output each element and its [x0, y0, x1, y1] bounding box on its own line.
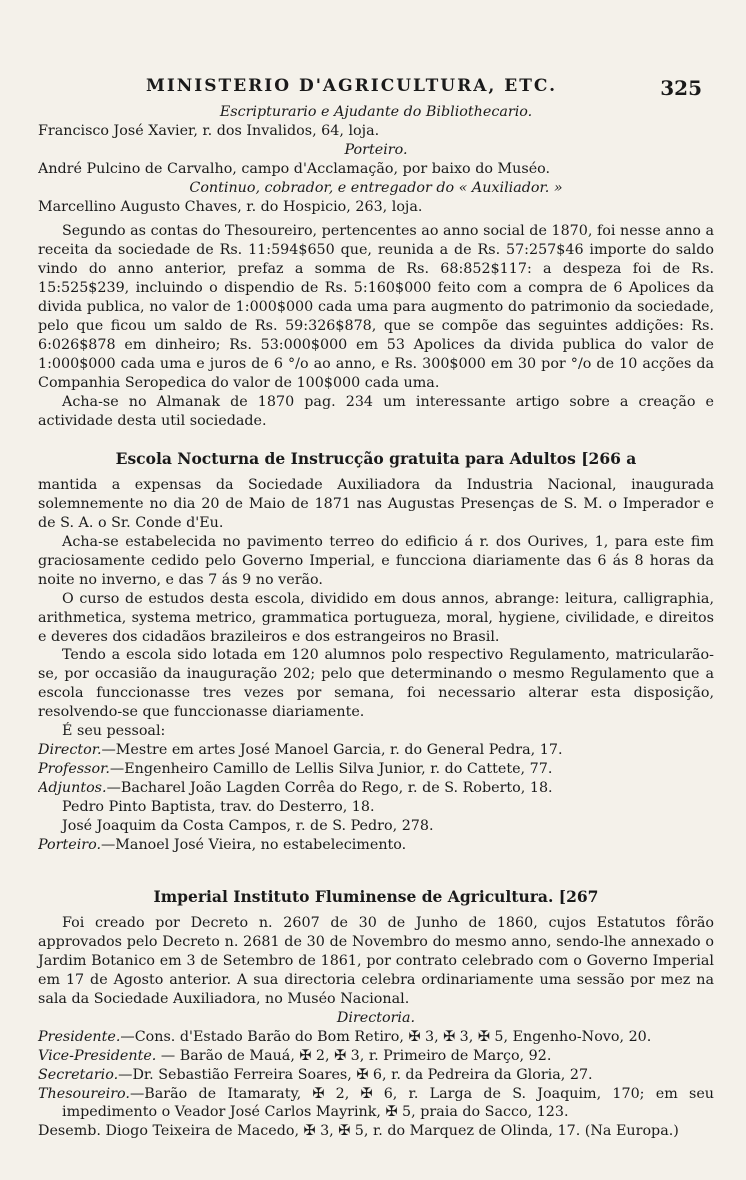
staff-text: —Mestre em artes José Manoel Garcia, r. do General Pedra, 17. — [101, 742, 563, 758]
running-title: MINISTERIO D'AGRICULTURA, ETC. — [146, 76, 557, 96]
escola-paragraph-1: mantida a expensas da Sociedade Auxiliadora da Industria Nacional, inaugurada solemnemente no dia 20 de Maio de 1871 nas Augustas Presenças de S. M. o Imperador e de S. A. o Sr. Conde d'Eu. — [38, 477, 714, 532]
staff-row — [38, 779, 714, 798]
staff-row — [38, 836, 714, 855]
scripturario-entry: Francisco José Xavier, r. dos Invalidos, 64, loja. — [38, 122, 380, 139]
staff-text: José Joaquim da Costa Campos, r. de S. Pedro, 278. — [62, 817, 434, 834]
staff-role: Director. — [38, 742, 102, 758]
staff-role: Porteiro. — [38, 836, 101, 853]
porteiro-title: Porteiro. — [344, 141, 408, 158]
member-role: Thesoureiro. — [38, 1085, 130, 1102]
directoria-member — [38, 1028, 714, 1047]
member-text: —Cons. d'Estado Barão do Bom Retiro, ✠ 3, ✠ 3, ✠ 5, Engenho-Novo, 20. — [120, 1028, 652, 1045]
instituto-heading: Imperial Instituto Fluminense de Agricultura. [267 — [153, 887, 599, 907]
staff-text: —Bacharel João Lagden Corrêa do Rego, r. de S. Roberto, 18. — [106, 779, 553, 796]
staff-text: —Engenheiro Camillo de Lellis Silva Junior, r. do Cattete, 77. — [109, 760, 553, 777]
directoria-member — [38, 1085, 714, 1123]
member-role: Vice-Presidente. — [38, 1047, 157, 1064]
escola-paragraph-2: Acha-se estabelecida no pavimento terreo do edificio á r. dos Ourives, 1, para este fim graciosamente cedido pelo Governo Imperial, e funcciona diariamente das 6 ás 8 horas da noite no inverno, e das 7 ás 9 no verão. — [38, 534, 714, 588]
scripturario-title: Escripturario e Ajudante do Bibliothecario. — [219, 104, 533, 120]
page-body — [38, 103, 714, 1141]
staff-text: —Manoel José Vieira, no estabelecimento. — [101, 836, 407, 853]
member-role: Secretario. — [38, 1066, 119, 1083]
escola-paragraph-3: O curso de estudos desta escola, dividido em dous annos, abrange: leitura, calligraphia, arithmetica, systema metrico, grammatica portugueza, moral, hygiene, civilidade, e direitos e deveres dos cidadãos brazileiros e dos estrangeiros no Brasil. — [38, 590, 714, 645]
staff-row — [38, 760, 714, 779]
staff-role: Professor. — [38, 760, 110, 777]
escola-heading: Escola Nocturna de Instrucção gratuita para Adultos [266 a — [115, 449, 637, 469]
staff-row — [38, 798, 714, 817]
member-text: Desemb. Diogo Teixeira de Macedo, ✠ 3, ✠ 5, r. do Marquez de Olinda, 17. (Na Europa.) — [38, 1123, 679, 1140]
page-number: 325 — [660, 76, 702, 100]
directoria-member — [38, 1122, 714, 1141]
escola-paragraph-4: Tendo a escola sido lotada em 120 alumnos polo respectivo Regulamento, matricularão-se, por occasião da inauguração 202; pelo que determinando o mesmo Regulamento que a escola funccionasse tres vezes por semana, foi necessario alterar esta disposição, resolvendo-se que funccionasse diariamente. — [38, 647, 714, 721]
member-text: —Barão de Itamaraty, ✠ 2, ✠ 6, r. Larga de S. Joaquim, 170; em seu impedimento o Veador José Carlos Mayrink, ✠ 5, praia do Sacco, 123. — [62, 1085, 714, 1121]
running-header — [0, 76, 746, 102]
staff-row — [38, 817, 714, 836]
continuo-entry: Marcellino Augusto Chaves, r. do Hospicio, 263, loja. — [38, 198, 423, 215]
almanak-reference-paragraph: Acha-se no Almanak de 1870 pag. 234 um interessante artigo sobre a creação e actividade desta util sociedade. — [38, 393, 714, 429]
directoria-member — [38, 1066, 714, 1085]
instituto-paragraph: Foi creado por Decreto n. 2607 de 30 de Junho de 1860, cujos Estatutos fôrão approvados pelo Decreto n. 2681 de 30 de Novembro do mesmo anno, sendo-lhe annexado o Jardim Botanico em 3 de Setembro de 1861, por contrato celebrado com o Governo Imperial em 17 de Agosto anterior. A sua directoria celebra ordinariamente uma sessão por mez na sala da Sociedade Auxiliadora, no Muséo Nacional. — [38, 915, 714, 1007]
member-role: Presidente. — [38, 1028, 121, 1045]
escola-pessoal-label: É seu pessoal: — [62, 723, 166, 740]
member-text: —Dr. Sebastião Ferreira Soares, ✠ 6, r. da Pedreira da Gloria, 27. — [118, 1066, 593, 1083]
porteiro-entry: André Pulcino de Carvalho, campo d'Acclamação, por baixo do Muséo. — [38, 160, 551, 177]
continuo-title: Continuo, cobrador, e entregador do « Auxiliador. » — [189, 179, 563, 196]
accounts-paragraph: Segundo as contas do Thesoureiro, pertencentes ao anno social de 1870, foi nesse anno a receita da sociedade de Rs. 11:594$650 que, reunida a de Rs. 57:257$46 importe do saldo vindo do anno anterior, prefaz a somma de Rs. 68:852$117: a despeza foi de Rs. 15:525$239, incluindo o dispendio de Rs. 5:160$000 feito com a compra de 6 Apolices da divida publica, no valor de 1:000$000 cada uma para augmento do patrimonio da sociedade, pelo que ficou um saldo de Rs. 59:326$878, que se compõe das seguintes addições: Rs. 6:026$878 em dinheiro; Rs. 53:000$000 em 53 Apolices da divida publica do valor de 1:000$000 cada uma e juros de 6 °/o ao anno, e Rs. 300$000 em 30 por °/o de 10 acções da Companhia Seropedica do valor de 100$000 cada uma. — [38, 223, 714, 391]
directoria-member — [38, 1047, 714, 1066]
member-text: — Barão de Mauá, ✠ 2, ✠ 3, r. Primeiro de Março, 92. — [156, 1047, 552, 1064]
directoria-title: Directoria. — [336, 1009, 416, 1026]
staff-text: Pedro Pinto Baptista, trav. do Desterro, 18. — [62, 798, 375, 815]
staff-role: Adjuntos. — [38, 779, 107, 796]
staff-row — [38, 741, 714, 760]
